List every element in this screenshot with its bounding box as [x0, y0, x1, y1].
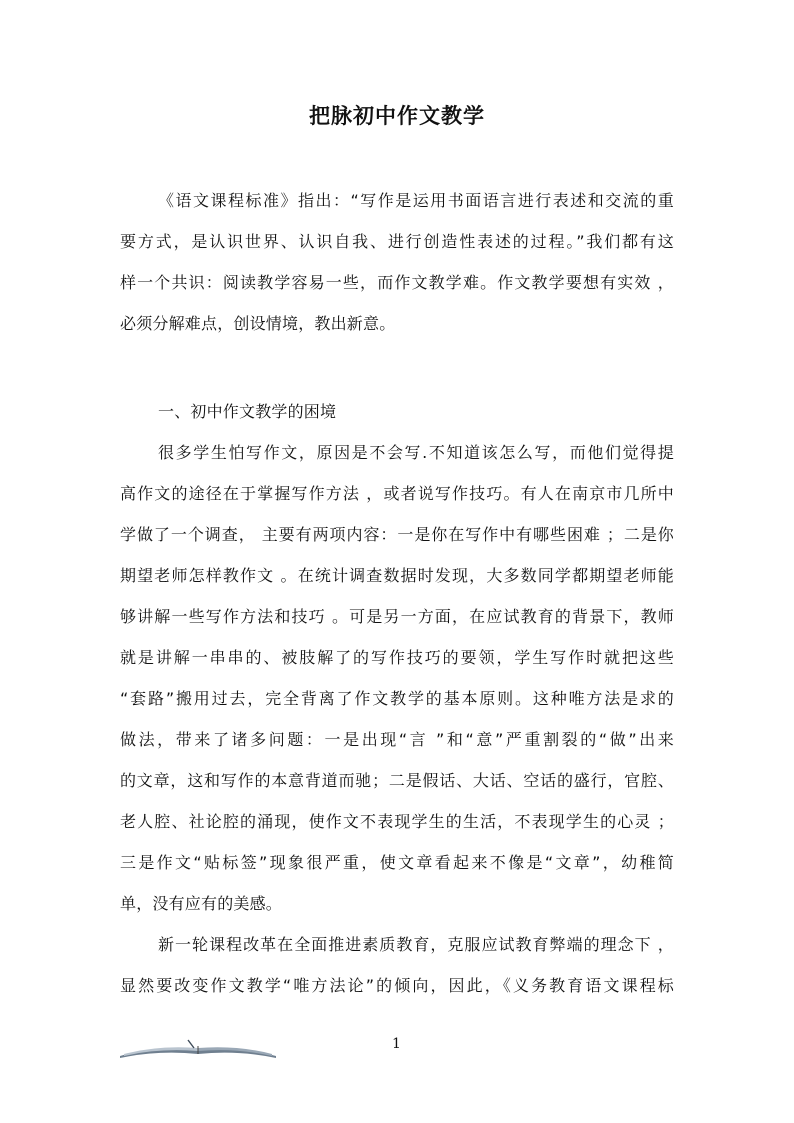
paragraph-line: 显然要改变作文教学“唯方法论”的倾向，因此，《义务教育语文课程标: [120, 976, 674, 995]
paragraph-line: 样一个共识：阅读教学容易一些，而作文教学难。作文教学要想有实效 ，: [120, 273, 674, 292]
paragraph-line: 够讲解一些写作方法和技巧 。可是另一方面，在应试教育的背景下，教师: [120, 607, 674, 626]
paragraph-line: 很多学生怕写作文，原因是不会写.不知道该怎么写，而他们觉得提: [158, 443, 674, 462]
paragraph-line: 老人腔、社论腔的涌现，使作文不表现学生的生活，不表现学生的心灵 ；: [120, 812, 674, 831]
paragraph-line: 学做了一个调查， 主要有两项内容：一是你在写作中有哪些困难 ；二是你: [120, 525, 674, 544]
document-title: 把脉初中作文教学: [309, 104, 485, 128]
open-book-icon: [118, 1038, 278, 1060]
paragraph-line: 三是作文“贴标签”现象很严重，使文章看起来不像是“文章”，幼稚简: [120, 853, 674, 872]
paragraph-line: 新一轮课程改革在全面推进素质教育，克服应试教育弊端的理念下 ，: [158, 935, 674, 954]
section-heading: 一、初中作文教学的困境: [158, 402, 337, 421]
page-number: 1: [392, 1036, 401, 1052]
paragraph-line: 的文章，这和写作的本意背道而驰；二是假话、大话、空话的盛行，官腔、: [120, 771, 674, 790]
paragraph-line: 就是讲解一串串的、被肢解了的写作技巧的要领，学生写作时就把这些: [120, 648, 674, 667]
paragraph-line: 做法，带来了诸多问题：一是出现“言 ”和“意”严重割裂的“做”出来: [120, 730, 674, 749]
paragraph-line: 单，没有应有的美感。: [120, 894, 283, 913]
paragraph-line: 《语文课程标准》指出：“写作是运用书面语言进行表述和交流的重: [158, 191, 674, 210]
paragraph-line: 期望老师怎样教作文 。在统计调查数据时发现，大多数同学都期望老师能: [120, 566, 674, 585]
paragraph-line: 高作文的途径在于掌握写作方法 ，或者说写作技巧。有人在南京市几所中: [120, 484, 674, 503]
paragraph-line: 要方式，是认识世界、认识自我、进行创造性表述的过程。”我们都有这: [120, 232, 674, 251]
paragraph-line: 必须分解难点，创设情境，教出新意。: [120, 314, 396, 333]
paragraph-line: “套路”搬用过去，完全背离了作文教学的基本原则。这种唯方法是求的: [120, 689, 674, 708]
